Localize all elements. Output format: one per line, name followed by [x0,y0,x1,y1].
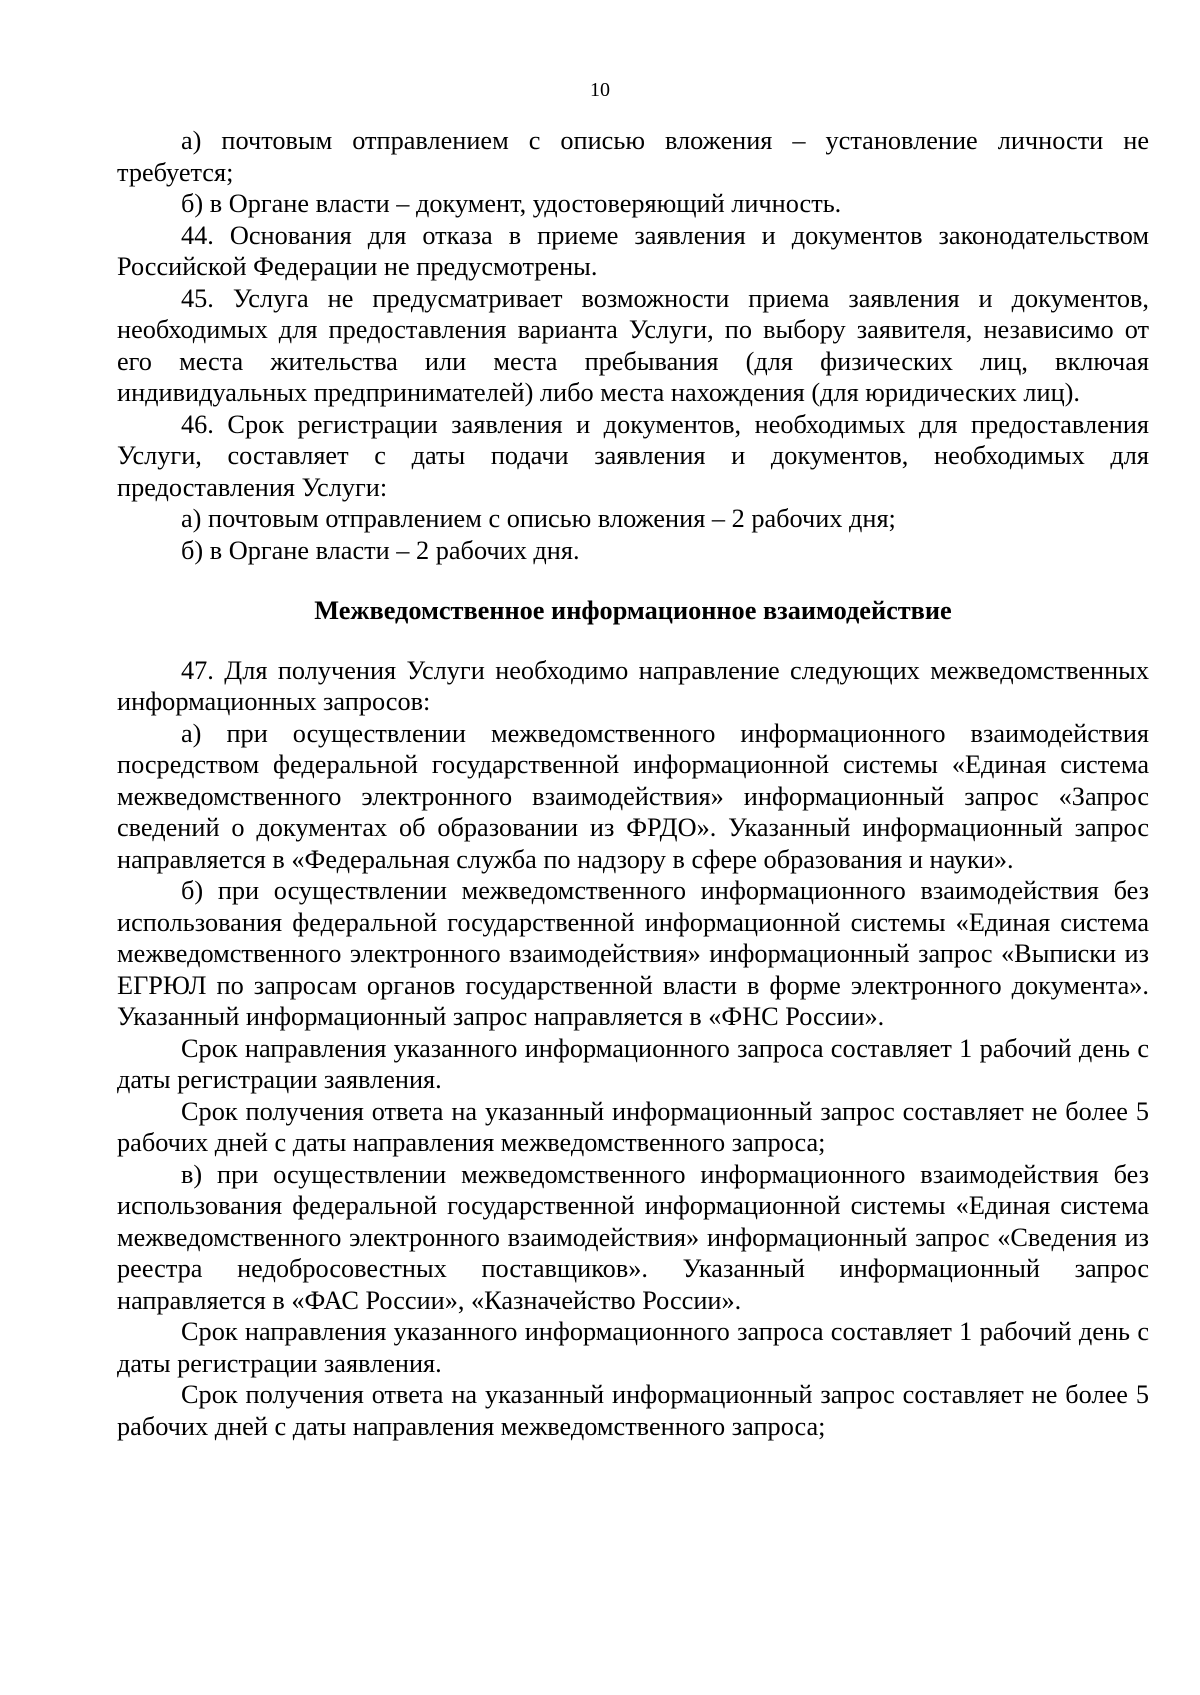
paragraph-response-deadline-2: Срок получения ответа на указанный информационный запрос составляет не более 5 рабочих дней с даты направления межведомственного запроса; [117,1380,1149,1441]
paragraph-a-postal: а) почтовым отправлением с описью вложения – установление личности не требуется; [117,126,1149,187]
paragraph-response-deadline-1: Срок получения ответа на указанный информационный запрос составляет не более 5 рабочих дней с даты направления межведомственного запроса; [117,1096,1149,1157]
paragraph-46: 46. Срок регистрации заявления и документов, необходимых для предоставления Услуги, составляет с даты подачи заявления и документов, необходимых для предоставления Услуги: [117,409,1149,502]
paragraph-45: 45. Услуга не предусматривает возможности приема заявления и документов, необходимых для предоставления варианта Услуги, по выбору заявителя, независимо от его места жительства или места пребывания (для физических лиц, включая индивидуальных предпринимателей) либо места нахождения (для юридических лиц). [117,283,1149,407]
paragraph-47-v: в) при осуществлении межведомственного информационного взаимодействия без использования федеральной государственной информационной системы «Единая система межведомственного электронного взаимодействия» информационный запрос «Сведения из реестра недобросовестных поставщиков». Указанный информационный запрос направляется в «ФАС России», «Казначейство России». [117,1159,1149,1315]
paragraph-send-deadline-2: Срок направления указанного информационного запроса составляет 1 рабочий день с даты регистрации заявления. [117,1317,1149,1378]
section-heading: Межведомственное информационное взаимодействие [314,596,952,625]
paragraph-b-authority: б) в Органе власти – документ, удостоверяющий личность. [181,189,842,218]
paragraph-47-a: а) при осуществлении межведомственного информационного взаимодействия посредством федеральной государственной информационной системы «Единая система межведомственного электронного взаимодействия» информационный запрос «Запрос сведений о документах об образовании из ФРДО». Указанный информационный запрос направляется в «Федеральная служба по надзору в сфере образования и науки». [117,718,1149,874]
paragraph-44: 44. Основания для отказа в приеме заявления и документов законодательством Российской Федерации не предусмотрены. [117,220,1149,281]
paragraph-47: 47. Для получения Услуги необходимо направление следующих межведомственных информационных запросов: [117,655,1149,716]
page-number: 10 [590,79,610,101]
paragraph-send-deadline-1: Срок направления указанного информационного запроса составляет 1 рабочий день с даты регистрации заявления. [117,1033,1149,1094]
paragraph-46-a: а) почтовым отправлением с описью вложения – 2 рабочих дня; [181,504,896,533]
paragraph-46-b: б) в Органе власти – 2 рабочих дня. [181,535,580,565]
document-body [117,125,1149,1442]
paragraph-47-b: б) при осуществлении межведомственного информационного взаимодействия без использования федеральной государственной информационной системы «Единая система межведомственного электронного взаимодействия» информационный запрос «Выписки из ЕГРЮЛ по запросам органов государственной власти в форме электронного документа». Указанный информационный запрос направляется в «ФНС России». [117,876,1149,1031]
